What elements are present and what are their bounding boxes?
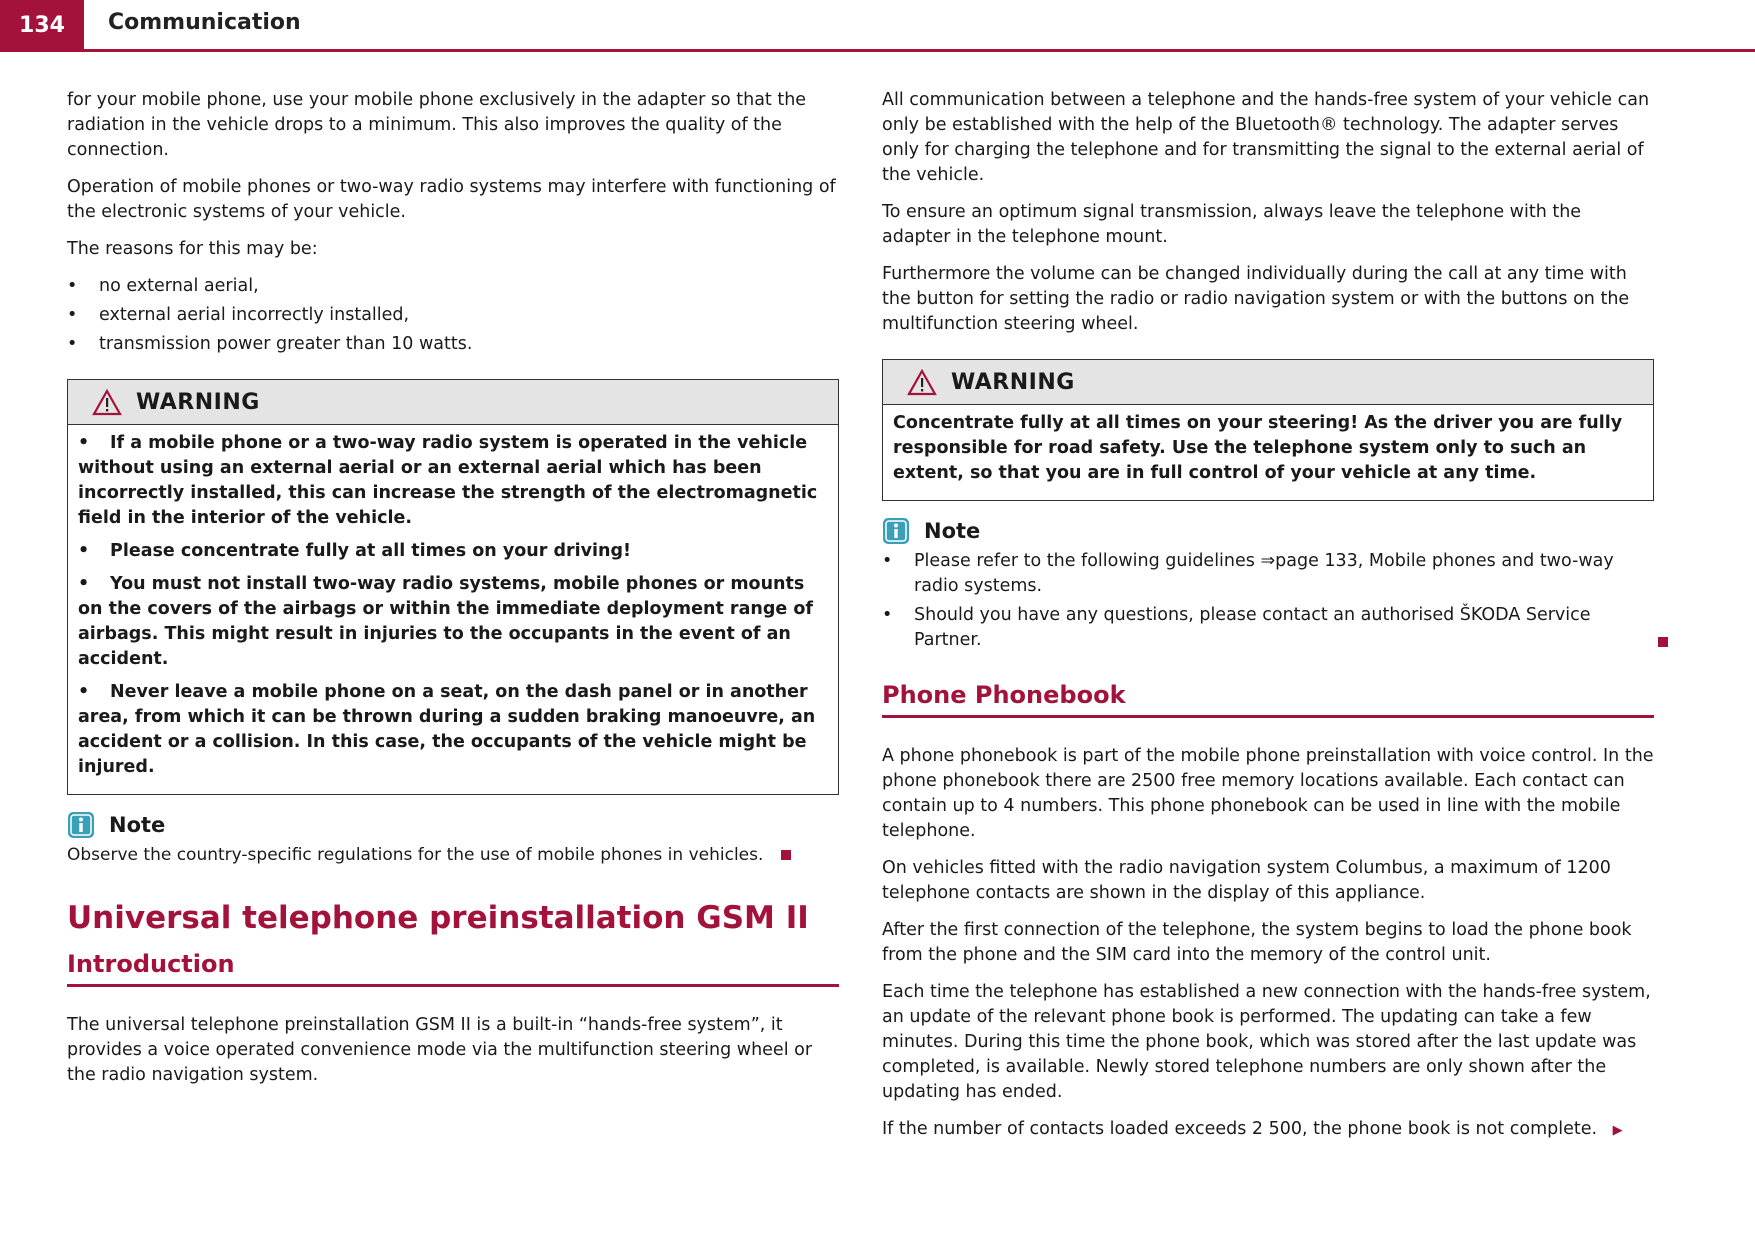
warning-box (882, 359, 1654, 501)
page-number: 134 (0, 0, 84, 51)
note-text: Observe the country-specific regulations for the use of mobile phones in vehicles. (67, 843, 839, 868)
paragraph: After the first connection of the telephone, the system begins to load the phone book from the phone and the SIM card into the memory of the control unit. (882, 920, 1632, 965)
bullet-icon: • (67, 276, 78, 296)
warning-text: Concentrate fully at all times on your steering! As the driver you are fully responsible for road safety. Use the telephone system only to such an extent, so that you are in full control of your vehicle at any time. (893, 413, 1623, 483)
chapter-title: Communication (108, 10, 301, 35)
paragraph: On vehicles fitted with the radio navigation system Columbus, a maximum of 1200 telephone contacts are shown in the display of this appliance. (882, 858, 1611, 903)
header-rule (0, 49, 1755, 52)
reasons-list (67, 274, 839, 357)
paragraph: for your mobile phone, use your mobile phone exclusively in the adapter so that the radiation in the vehicle drops to a minimum. This also improves the quality of the connection. (67, 90, 807, 160)
warning-header (883, 360, 1653, 405)
note-title: Note (924, 519, 981, 543)
warning-box (67, 379, 839, 795)
end-of-section-icon (781, 850, 791, 860)
bullet-icon: • (78, 574, 90, 594)
warning-item: • If a mobile phone or a two-way radio system is operated in the vehicle without using an external aerial or an external aerial which has been incorrectly installed, this can increase the strength of the electromagnetic field in the interior of the vehicle. (78, 433, 818, 528)
paragraph: Furthermore the volume can be changed individually during the call at any time with the button for setting the radio or radio navigation system or with the buttons on the multifunction steering wheel. (882, 264, 1630, 334)
bullet-icon: • (882, 605, 893, 625)
warning-body (68, 425, 838, 794)
warning-title: WARNING (951, 369, 1075, 395)
note-title: Note (109, 813, 166, 837)
page-header (0, 0, 1755, 52)
bullet-icon: • (67, 334, 78, 354)
paragraph: Operation of mobile phones or two-way radio systems may interfere with functioning of the electronic systems of your vehicle. (67, 177, 836, 222)
info-icon (882, 517, 910, 545)
warning-item: • Never leave a mobile phone on a seat, on the dash panel or in another area, from which it can be thrown during a sudden braking manoeuvre, an accident or a collision. In this case, the occupants of the vehicle might be injured. (78, 682, 816, 777)
left-column (67, 88, 839, 1100)
warning-triangle-icon (907, 369, 937, 396)
warning-triangle-icon (92, 389, 122, 416)
paragraph-last: If the number of contacts loaded exceeds 2 500, the phone book is not complete. ▶ (882, 1119, 1623, 1139)
warning-body (883, 405, 1653, 500)
subsection-title: Phone Phonebook (882, 681, 1654, 718)
warning-header (68, 380, 838, 425)
info-icon (67, 811, 95, 839)
warning-item: • You must not install two-way radio systems, mobile phones or mounts on the covers of the airbags or within the immediate deployment range of airbags. This might result in injuries to the occupants in the event of an accident. (78, 574, 813, 669)
paragraph: Each time the telephone has established a new connection with the hands-free system, an update of the relevant phone book is performed. The updating can take a few minutes. During this time the phone book, which was stored after the last update was completed, is available. Newly stored telephone numbers are only shown after the updating has ended. (882, 982, 1651, 1102)
bullet-icon: • (78, 541, 90, 561)
list-item: • Please refer to the following guidelines ⇒page 133, Mobile phones and two-way radio systems. (882, 551, 1614, 596)
note-header (882, 517, 1654, 545)
paragraph: The universal telephone preinstallation GSM II is a built-in “hands-free system”, it provides a voice operated convenience mode via the multifunction steering wheel or the radio navigation system. (67, 1015, 813, 1085)
warning-item: • Please concentrate fully at all times on your driving! (78, 539, 828, 564)
section-title: Universal telephone preinstallation GSM II (67, 900, 809, 936)
paragraph: To ensure an optimum signal transmission, always leave the telephone with the adapter in the telephone mount. (882, 202, 1582, 247)
paragraph: A phone phonebook is part of the mobile phone preinstallation with voice control. In the phone phonebook there are 2500 free memory locations available. Each contact can contain up to 4 numbers. This phone phonebook can be used in line with the mobile telephone. (882, 746, 1654, 841)
paragraph: All communication between a telephone and the hands-free system of your vehicle can only be established with the help of the Bluetooth® technology. The adapter serves only for charging the telephone and for transmitting the signal to the external aerial of the vehicle. (882, 90, 1650, 185)
bullet-icon: • (882, 551, 893, 571)
list-item: • external aerial incorrectly installed, (67, 303, 839, 328)
bullet-icon: • (67, 305, 78, 325)
continue-arrow-icon: ▶ (1612, 1123, 1623, 1138)
list-item: • Should you have any questions, please contact an authorised ŠKODA Service Partner. (882, 603, 1654, 653)
list-item: • transmission power greater than 10 watts. (67, 332, 839, 357)
list-item: • no external aerial, (67, 274, 839, 299)
note-header (67, 811, 839, 839)
bullet-icon: • (78, 682, 90, 702)
subsection-title: Introduction (67, 950, 839, 987)
note-list (882, 549, 1654, 653)
right-column (882, 88, 1654, 1155)
bullet-icon: • (78, 433, 90, 453)
paragraph: The reasons for this may be: (67, 239, 318, 259)
warning-title: WARNING (136, 389, 260, 415)
end-of-section-icon (1658, 637, 1668, 647)
